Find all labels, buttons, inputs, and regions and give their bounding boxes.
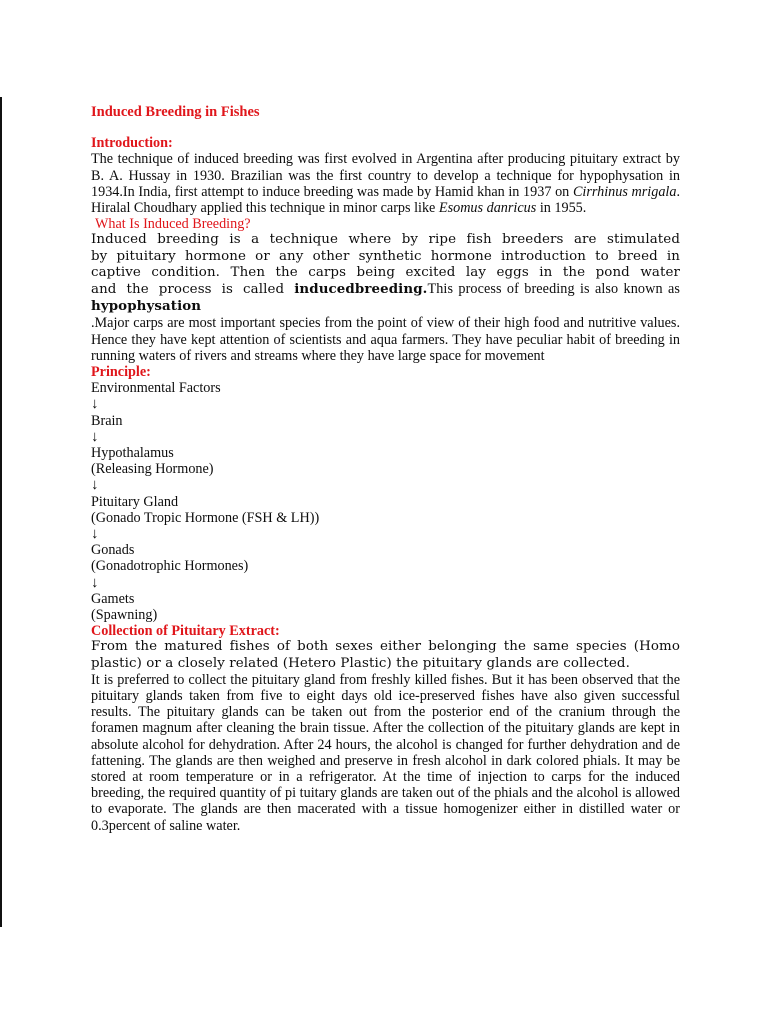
- what-is-text-1: Induced breeding is a technique where by ripe fish breeders are stimulated by pituitary hormone or any other synthetic hormone introduction to breed in captive condition. Then the carps being excited lay eggs in the pond water and the process is called: [91, 232, 680, 298]
- down-arrow-icon: ↓: [91, 428, 99, 445]
- species-name-esomus: Esomus danricus: [438, 200, 537, 217]
- introduction-paragraph: [91, 151, 680, 216]
- collection-paragraph-2: It is preferred to collect the pituitary gland from freshly killed fishes. But it has been observed that the pituitary glands taken from five to eight days old ice-preserved fishes have also given successful results. The pituitary glands can be taken out from the posterior end of the cranium through the foramen magnum after cleaning the brain tissue. After the collection of the pituitary glands are kept in absolute alcohol for dehydration. After 24 hours, the alcohol is changed for further dehydration and de fattening. The glands are then weighed and preserve in fresh alcohol in dark colored phials. It may be stored at room temperature or in a refrigerator. At the time of injection to carps for the induced breeding, the required quantity of pi tuitary glands are taken out of the phials and the alcohol is allowed to evaporate. The glands are then macerated with a tissue homogenizer either in distilled water or 0.3percent of saline water.: [91, 671, 680, 834]
- document-title: Induced Breeding in Fishes: [91, 104, 260, 120]
- what-is-heading: What Is Induced Breeding?: [95, 216, 251, 233]
- flow-step-gonads: Gonads: [91, 542, 135, 559]
- what-is-text-2: This process of breeding is also known as: [427, 281, 680, 298]
- collection-paragraph-1: From the matured fishes of both sexes either belonging the same species (Homo plastic) or a closely related (Hetero Plastic) the pituitary glands are collected.: [91, 639, 680, 671]
- flow-step-gamets: Gamets: [91, 590, 135, 607]
- intro-text-1: The technique of induced breeding was first evolved in Argentina after producing pituitary extract by B. A. Hussay in 1930. Brazilian was the first country to develop a technique for hypophysation in 1934.In India, first attempt to induce breeding was made by Hamid khan in 1937 on: [91, 151, 680, 200]
- page-left-border: [0, 97, 2, 927]
- flow-step-environmental-factors: Environmental Factors: [91, 380, 221, 397]
- intro-text-2: . Hiralal Choudhary applied this technique in minor carps like: [91, 183, 681, 217]
- flow-step-hypothalamus: Hypothalamus: [91, 445, 174, 462]
- principle-flow: [91, 380, 680, 623]
- major-carps-paragraph: .Major carps are most important species from the point of view of their high food and nutritive values. Hence they have kept attention of scientists and aqua farmers. They have peculiar habit of breeding in running waters of rivers and streams where they have large space for movement: [91, 315, 680, 364]
- collection-heading: Collection of Pituitary Extract:: [91, 623, 280, 640]
- intro-text-3: in 1955.: [536, 200, 587, 217]
- flow-step-gonads-sub: (Gonadotrophic Hormones): [91, 558, 249, 575]
- flow-step-brain: Brain: [91, 412, 123, 429]
- principle-heading: Principle:: [91, 364, 151, 381]
- flow-step-hypothalamus-sub: (Releasing Hormone): [91, 461, 214, 478]
- down-arrow-icon: ↓: [91, 396, 99, 413]
- term-induced-breeding: inducedbreeding.: [294, 281, 428, 298]
- introduction-heading: Introduction:: [91, 135, 173, 152]
- down-arrow-icon: ↓: [91, 574, 99, 591]
- flow-step-pituitary-gland: Pituitary Gland: [91, 493, 179, 510]
- document-page: [91, 104, 680, 834]
- flow-step-pituitary-gland-sub: (Gonado Tropic Hormone (FSH & LH)): [91, 509, 320, 526]
- down-arrow-icon: ↓: [91, 526, 99, 543]
- down-arrow-icon: ↓: [91, 477, 99, 494]
- species-name-cirrhinus: Cirrhinus mrigala: [572, 183, 677, 200]
- flow-step-gamets-sub: (Spawning): [91, 607, 158, 624]
- what-is-paragraph: [91, 232, 680, 315]
- term-hypophysation: hypophysation: [91, 298, 202, 315]
